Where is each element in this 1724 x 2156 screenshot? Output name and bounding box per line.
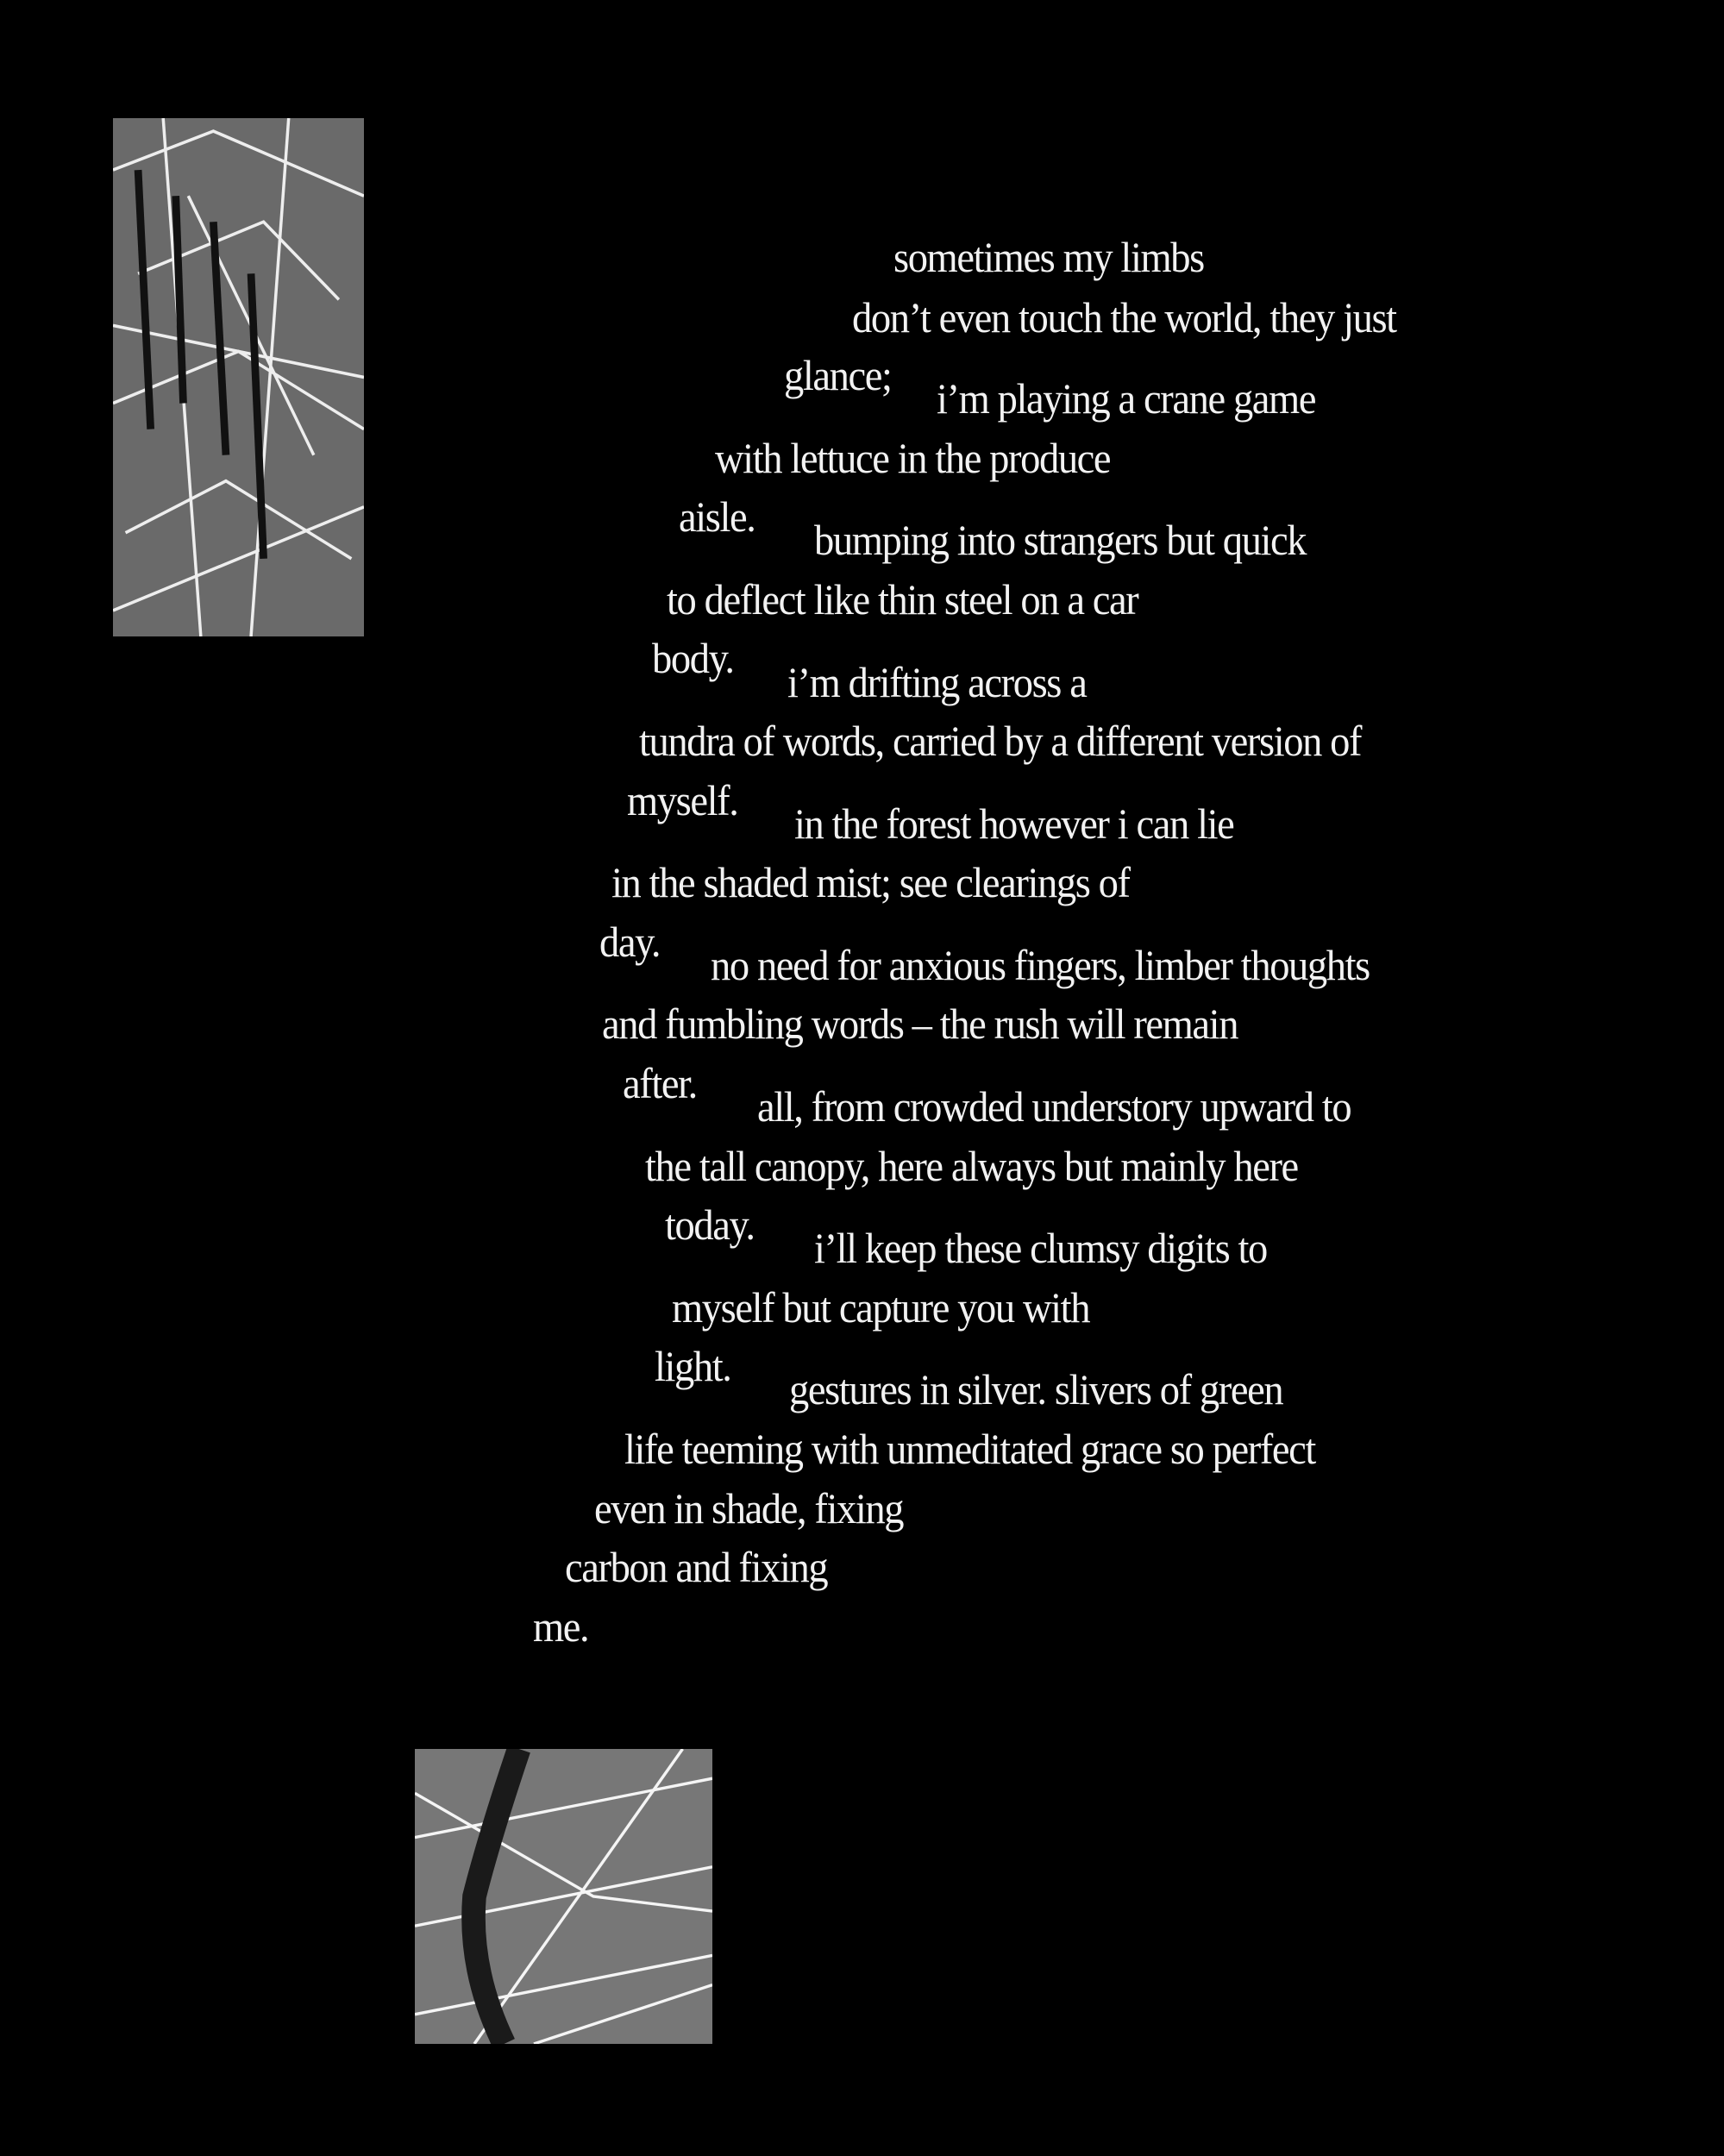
poem-line: the tall canopy, here always but mainly here [645, 1142, 1298, 1190]
poem-line: life teeming with unmeditated grace so perfect [624, 1425, 1315, 1473]
poem-line: no need for anxious fingers, limber thoughts [711, 941, 1370, 989]
poem-line: i’ll keep these clumsy digits to [814, 1224, 1267, 1272]
poem-line: with lettuce in the produce [715, 434, 1111, 482]
poem-line: aisle. [679, 492, 755, 541]
poem-line: tundra of words, carried by a different version of [639, 717, 1362, 765]
poem-line: bumping into strangers but quick [814, 516, 1307, 564]
poem-line: in the shaded mist; see clearings of [611, 858, 1130, 906]
poem-line: i’m drifting across a [787, 658, 1087, 706]
poem-line: today. [665, 1200, 755, 1249]
poem-line: all, from crowded understory upward to [757, 1082, 1351, 1131]
poem-line: day. [599, 918, 661, 966]
poem-line: glance; [784, 351, 892, 399]
forest-photo-top [113, 118, 364, 636]
forest-photo-bottom [415, 1749, 712, 2044]
poem-line: in the forest however i can lie [794, 799, 1234, 848]
poem-line: body. [652, 634, 734, 682]
poem-line: gestures in silver. slivers of green [789, 1365, 1283, 1413]
poem-line: to deflect like thin steel on a car [667, 575, 1138, 624]
poem-line: me. [533, 1602, 589, 1651]
poem-line: even in shade, fixing [594, 1484, 904, 1532]
poem-line: i’m playing a crane game [937, 374, 1316, 423]
poem-line: and fumbling words – the rush will remain [602, 1000, 1238, 1048]
poem-line: carbon and fixing [565, 1543, 828, 1591]
poem-line: light. [655, 1342, 731, 1390]
poem-line: myself but capture you with [672, 1283, 1090, 1332]
poem-line: sometimes my limbs [893, 233, 1204, 281]
poem-line: don’t even touch the world, they just [852, 293, 1396, 342]
poem-line: after. [623, 1059, 697, 1107]
poem-line: myself. [627, 776, 738, 824]
